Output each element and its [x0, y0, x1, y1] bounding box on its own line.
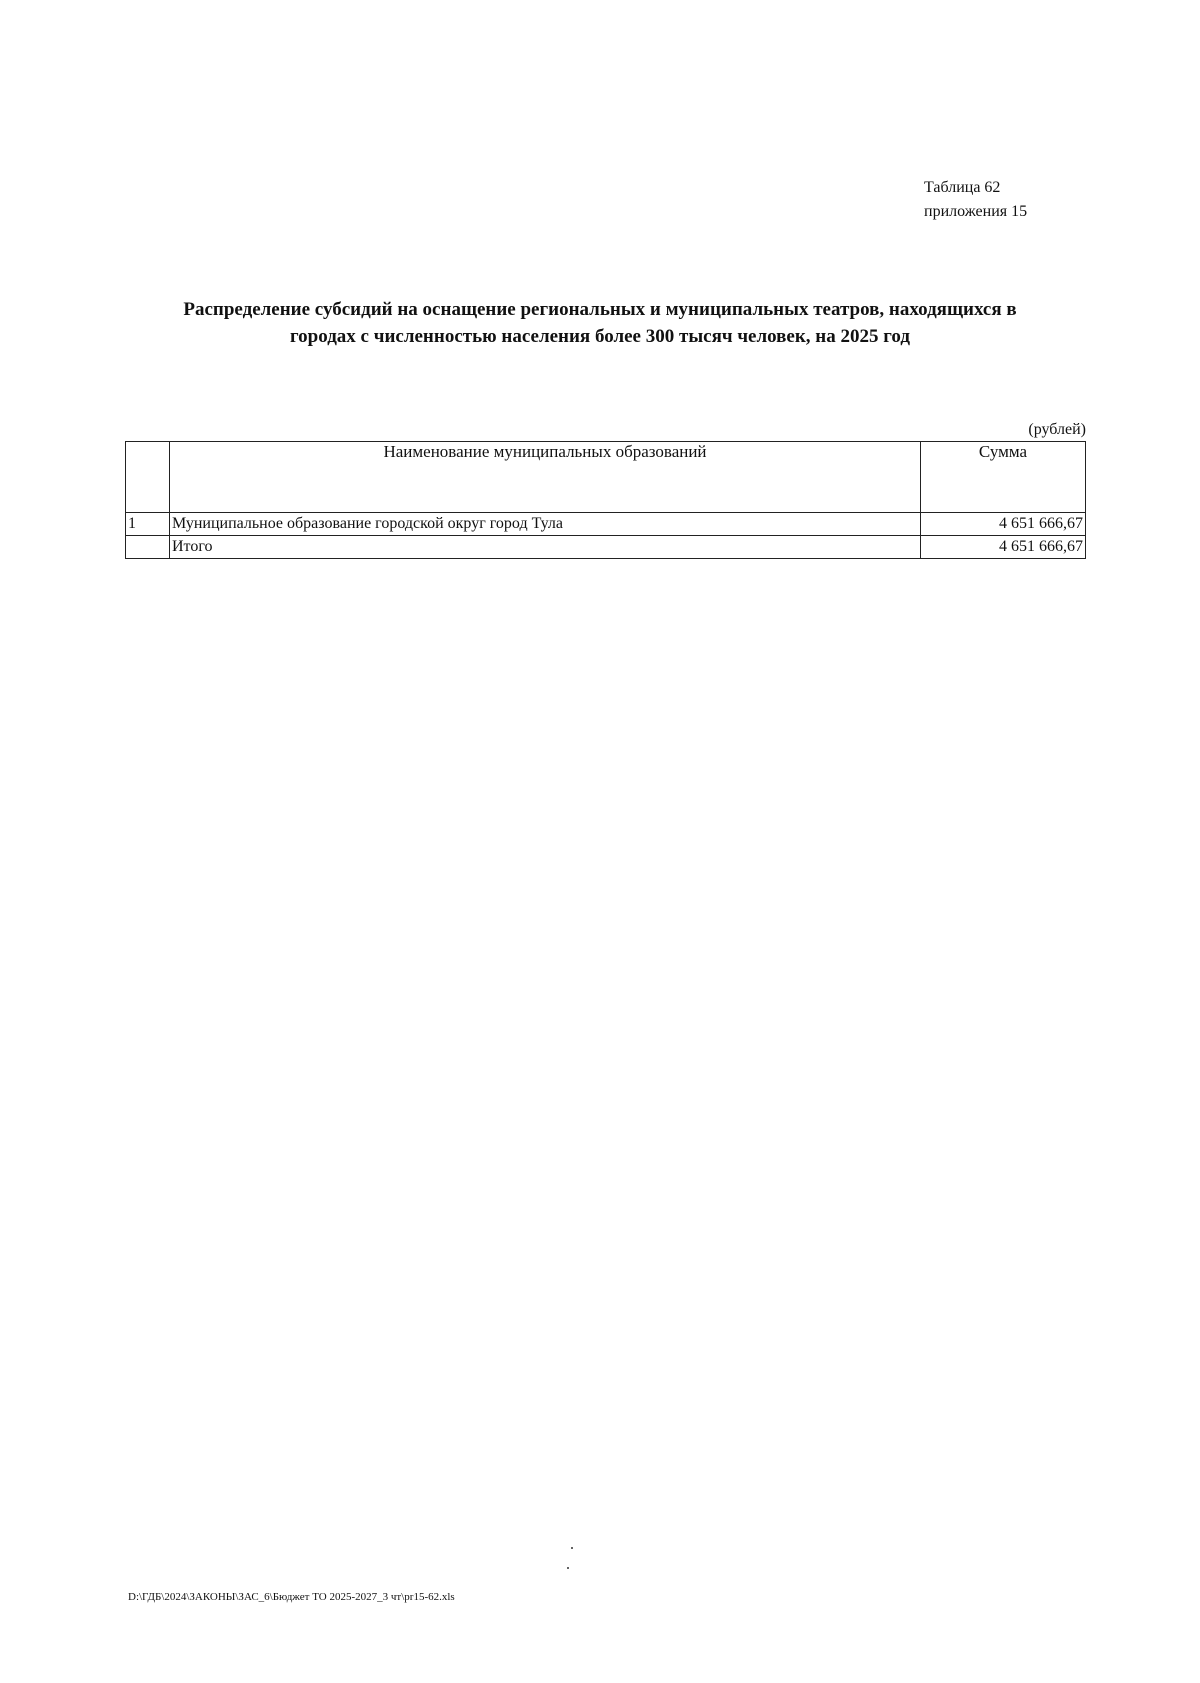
total-label: Итого [170, 536, 921, 559]
header-number [126, 442, 170, 513]
table-total-row [126, 536, 1086, 559]
units-label: (рублей) [1028, 421, 1086, 438]
subsidy-table [125, 441, 1086, 559]
file-path-footer: D:\ГДБ\2024\ЗАКОНЫ\ЗАС_6\Бюджет ТО 2025-2027_3 чт\pr15-62.xls [128, 1591, 455, 1603]
row-number: 1 [126, 513, 170, 536]
appendix-number: приложения 15 [924, 203, 1028, 220]
table-reference [924, 176, 1027, 224]
document-title-line-1: Распределение субсидий на оснащение региональных и муниципальных театров, находящихся в [183, 299, 1017, 320]
scan-speck [571, 1547, 573, 1549]
table-header-row [126, 442, 1086, 513]
table-number: Таблица 62 [924, 179, 1001, 196]
row-sum: 4 651 666,67 [921, 513, 1086, 536]
total-number [126, 536, 170, 559]
scan-speck [567, 1567, 569, 1569]
document-title [130, 296, 1070, 350]
document-title-line-2: городах с численностью населения более 300 тысяч человек, на 2025 год [290, 326, 910, 347]
row-municipality-name: Муниципальное образование городской округ город Тула [170, 513, 921, 536]
header-sum: Сумма [921, 442, 1086, 513]
total-sum: 4 651 666,67 [921, 536, 1086, 559]
header-municipality-name: Наименование муниципальных образований [170, 442, 921, 513]
table-row [126, 513, 1086, 536]
